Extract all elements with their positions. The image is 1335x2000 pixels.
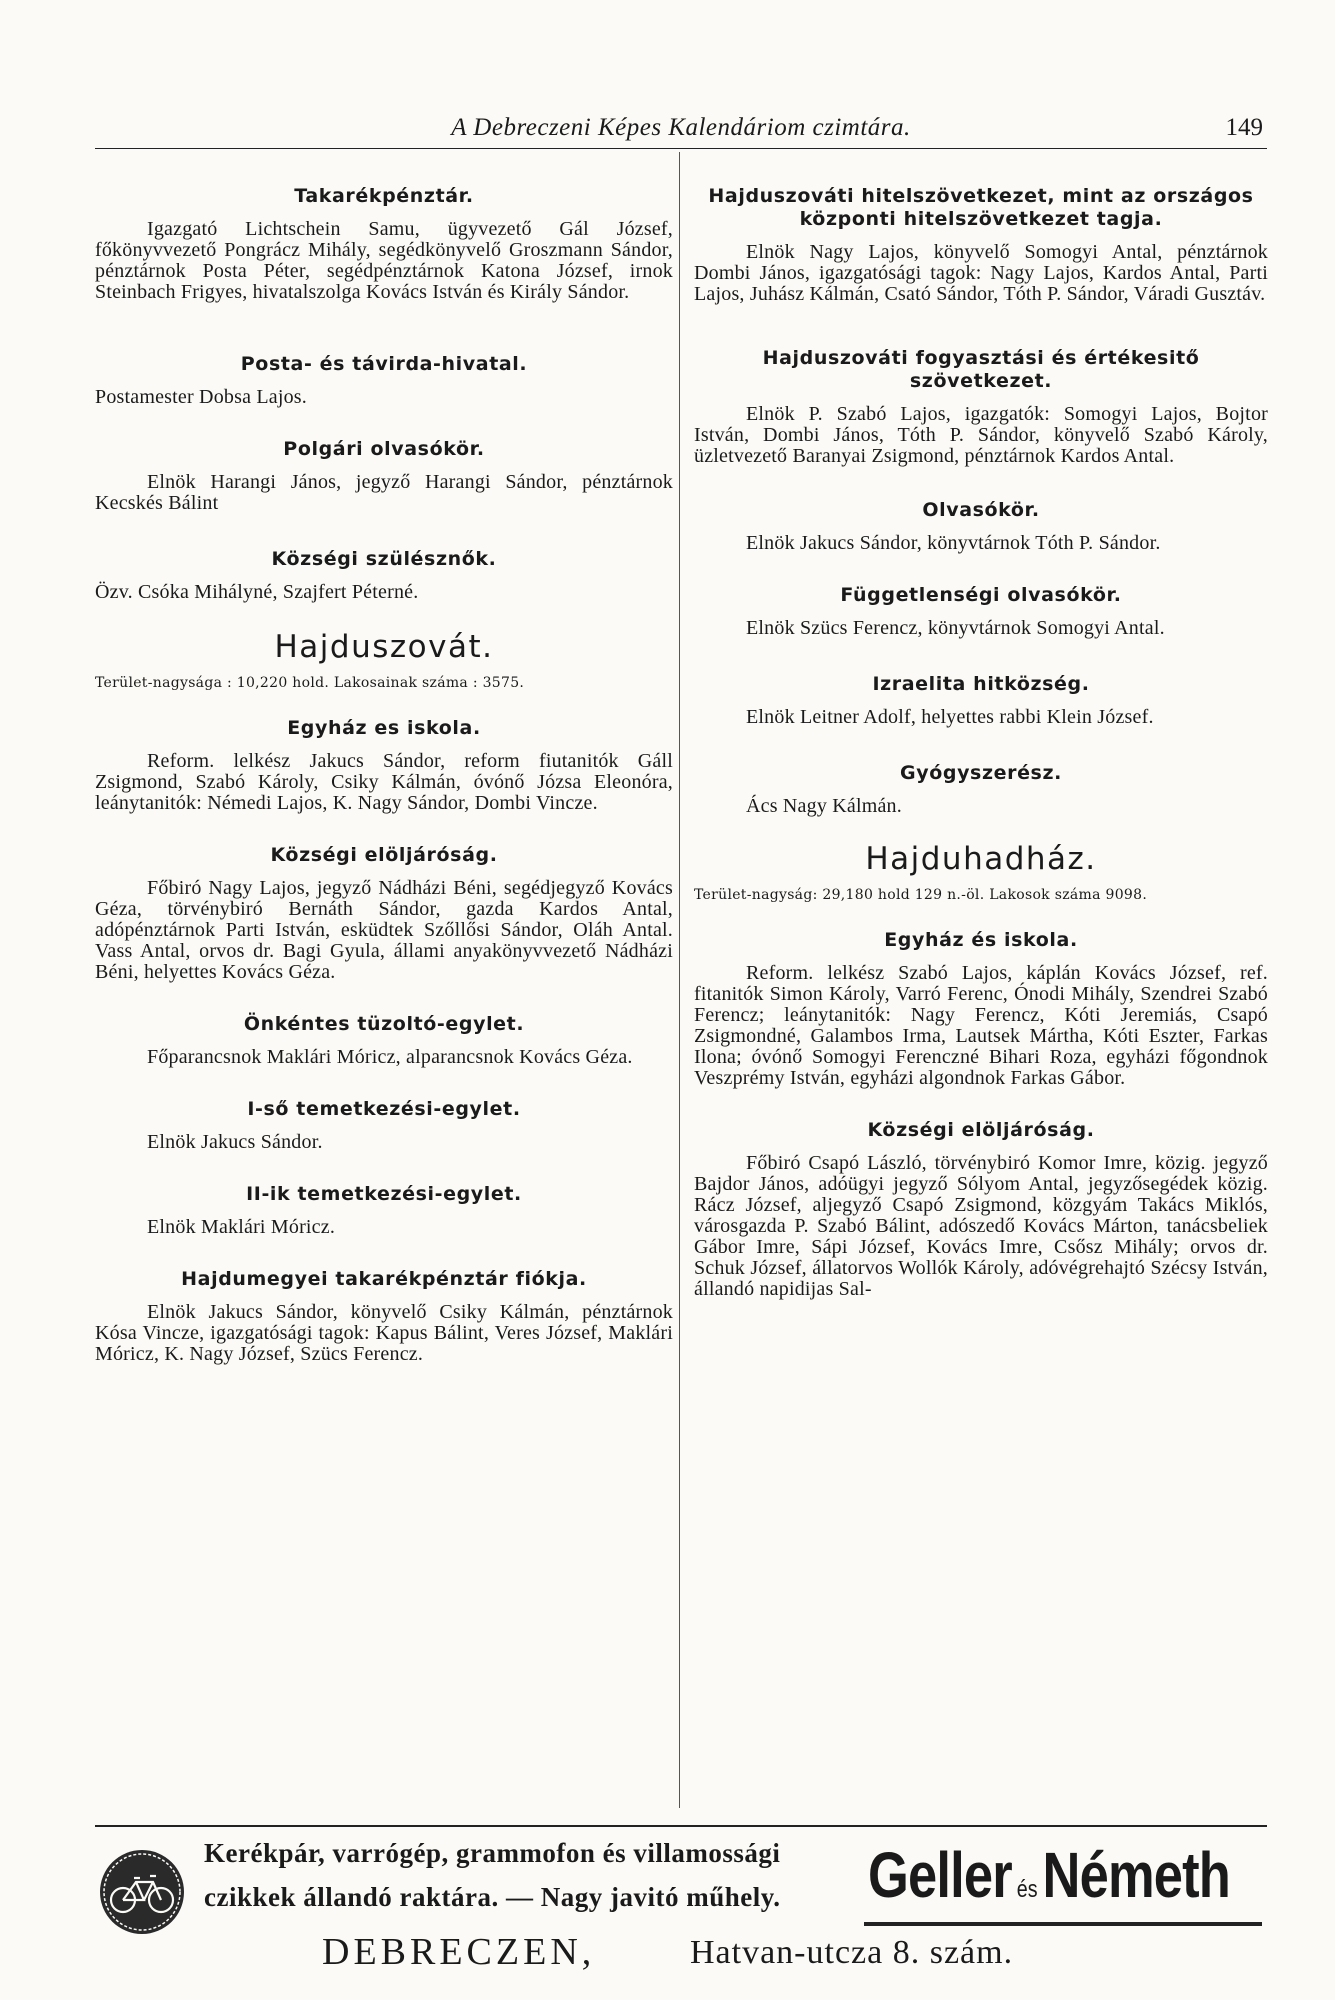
section-heading: Takarékpénztár. [294, 185, 474, 207]
section-text: Elnök Jakucs Sándor, könyvelő Csiky Kálmán, pénztárnok Kósa Vincze, igazgatósági tagok: Kapus Bálint, Veres József, Maklári Móricz, K. Nagy József, Szücs Ferencz. [95, 1301, 673, 1365]
section-egyhaz-iskola-hadhaz [694, 929, 1268, 1089]
section-text: Elnök Maklári Móricz. [147, 1216, 336, 1238]
section-fuggetlensegi-olvasokor [694, 584, 1268, 639]
left-column [95, 185, 673, 1365]
section-text: Elnök Jakucs Sándor. [147, 1131, 323, 1153]
section-tuzolto-egylet [95, 1013, 673, 1068]
section-takarekpenztar [95, 185, 673, 303]
section-kozsegi-eloljarosag-hadhaz [694, 1119, 1268, 1300]
section-text: Elnök Harangi János, jegyző Harangi Sándor, pénztárnok Kecskés Bálint [95, 471, 673, 514]
section-hitelszovetkezet [694, 185, 1268, 305]
page-number: 149 [1225, 114, 1263, 141]
section-takarekpenztar-fiokja [95, 1268, 673, 1365]
section-gyogyszeresz [694, 762, 1268, 817]
section-heading: Községi elöljáróság. [867, 1119, 1095, 1141]
section-text: Elnök Jakucs Sándor, könyvtárnok Tóth P. Sándor. [746, 532, 1161, 554]
town-stats-hajduhadhaz: Terület-nagyság: 29,180 hold 129 n.-öl. Lakosok száma 9098. [694, 887, 1148, 903]
bicycle-icon [98, 1848, 186, 1936]
section-text: Főparancsnok Maklári Móricz, alparancsnok Kovács Géza. [147, 1046, 633, 1068]
column-divider [679, 152, 680, 1808]
brand-first: Geller [868, 1839, 1012, 1911]
section-polgari-olvasokor [95, 438, 673, 514]
section-text: Főbiró Csapó László, törvénybiró Komor Imre, közig. jegyző Bajdor János, adóügyi jegyző Sólyom Antal, jegyzősegédek közig. Rácz József, aljegyző Csapó Zsigmond, közgyám Takács Miklós, városgazda P. Szabó Bálint, adószedő Kovács Márton, tanácsbeliek Gábor Imre, Sápi József, Kovács Imre, Csősz Mihály; orvos dr. Schuk József, állatorvos Wollók Károly, adóvégrehajtó Szécsy István, állandó napidijas Sal- [694, 1152, 1268, 1300]
section-heading: Gyógyszerész. [900, 762, 1062, 784]
section-text: Postamester Dobsa Lajos. [95, 386, 307, 408]
advertisement-brand [868, 1838, 1230, 1912]
section-heading: Függetlenségi olvasókör. [840, 584, 1122, 606]
section-heading: Polgári olvasókör. [283, 438, 485, 460]
section-text: Elnök Szücs Ferencz, könyvtárnok Somogyi Antal. [746, 617, 1165, 639]
section-olvasokor [694, 499, 1268, 554]
section-temetkezesi-1 [95, 1098, 673, 1153]
running-header [95, 112, 1267, 149]
section-szulesznok [95, 548, 673, 603]
section-heading: Hajduszováti fogyasztási és értékesitő szövetkezet. [762, 347, 1200, 392]
section-heading: Hajduszováti hitelszövetkezet, mint az országos központi hitelszövetkezet tagja. [708, 185, 1254, 230]
section-heading: Önkéntes tüzoltó-egylet. [243, 1013, 525, 1035]
town-title-hajduszovat: Hajduszovát. [274, 629, 494, 665]
section-text: Özv. Csóka Mihályné, Szajfert Péterné. [95, 581, 419, 603]
town-stats-hajduszovat: Terület-nagysága : 10,220 hold. Lakosainak száma : 3575. [95, 675, 525, 691]
section-izraelita-hitkozseg [694, 673, 1268, 728]
brand-underline [864, 1922, 1262, 1926]
section-heading: I-ső temetkezési-egylet. [247, 1098, 521, 1120]
section-heading: Posta- és távirda-hivatal. [240, 353, 528, 375]
section-text: Igazgató Lichtschein Samu, ügyvezető Gál József, főkönyvvezető Pongrácz Mihály, segédkönyvelő Groszmann Sándor, pénztárnok Posta Péter, segédpénztárnok Katona József, irnok Steinbach Frigyes, hivatalszolga Kovács István és Király Sándor. [95, 218, 673, 303]
running-title: A Debreczeni Képes Kalendáriom czimtára. [451, 114, 911, 141]
section-text: Elnök Leitner Adolf, helyettes rabbi Klein József. [746, 706, 1154, 728]
section-text: Főbiró Nagy Lajos, jegyző Nádházi Béni, segédjegyző Kovács Géza, törvénybiró Bernáth Sándor, gazda Kardos Antal, adópénztárnok Parti István, esküdtek Szőllősi Sándor, Oláh Antal. Vass Antal, orvos dr. Bagi Gyula, állami anyakönyvvezető Nádházi Béni, helyettes Kovács Géza. [95, 877, 673, 983]
brand-connector: és [1016, 1876, 1038, 1903]
section-heading: Hajdumegyei takarékpénztár fiókja. [181, 1268, 587, 1290]
section-heading: Községi elöljáróság. [270, 844, 498, 866]
advertisement-rule [95, 1825, 1267, 1827]
section-posta [95, 353, 673, 408]
right-column [694, 185, 1268, 1300]
brand-second: Németh [1042, 1839, 1231, 1911]
section-heading: Községi szülésznők. [271, 548, 497, 570]
town-title-hajduhadhaz: Hajduhadház. [865, 841, 1097, 877]
section-heading: II-ik temetkezési-egylet. [246, 1183, 522, 1205]
section-heading: Egyház és iskola. [884, 929, 1078, 951]
advertisement-line-2: czikkek állandó raktára. — Nagy javitó műhely. [204, 1882, 781, 1912]
advertisement-city: DEBRECZEN, [322, 1931, 596, 1973]
section-fogyasztasi-szovetkezet [694, 347, 1268, 467]
section-text: Reform. lelkész Jakucs Sándor, reform fiutanitók Gáll Zsigmond, Szabó Károly, Csiky Kálmán, óvónő Józsa Eleonóra, leánytanitók: Némedi Lajos, K. Nagy Sándor, Dombi Vincze. [95, 750, 673, 814]
section-text: Reform. lelkész Szabó Lajos, káplán Kovács József, ref. fitanitók Simon Károly, Varró Ferenc, Ónodi Mihály, Szendrei Szabó Ferencz; leánytanitók: Nagy Ferencz, Kóti Jeremiás, Csapó Zsigmondné, Galambos Irma, Lautsek Mártha, Kóti Eszter, Farkas Ilona; óvónő Somogyi Ferenczné Bihari Roza, egyházi főgondnok Veszprémy István, egyházi algondnok Farkas Gábor. [694, 962, 1268, 1089]
section-egyhaz-iskola [95, 717, 673, 814]
section-text: Elnök Nagy Lajos, könyvelő Somogyi Antal, pénztárnok Dombi János, igazgatósági tagok: Nagy Lajos, Kardos Antal, Parti Lajos, Juhász Kálmán, Csató Sándor, Tóth P. Sándor, Váradi Gusztáv. [694, 241, 1268, 305]
section-heading: Egyház es iskola. [287, 717, 481, 739]
advertisement-line-1: Kerékpár, varrógép, grammofon és villamossági [204, 1838, 781, 1868]
section-heading: Olvasókör. [922, 499, 1040, 521]
section-kozsegi-eloljarosag [95, 844, 673, 983]
section-text: Ács Nagy Kálmán. [746, 795, 902, 817]
section-temetkezesi-2 [95, 1183, 673, 1238]
advertisement-address: Hatvan-utcza 8. szám. [690, 1934, 1014, 1971]
section-text: Elnök P. Szabó Lajos, igazgatók: Somogyi Lajos, Bojtor István, Dombi János, Tóth P. Sándor, könyvelő Szabó Károly, üzletvezető Baranyai Zsigmond, pénztárnok Kardos Antal. [694, 403, 1268, 467]
section-heading: Izraelita hitközség. [872, 673, 1090, 695]
